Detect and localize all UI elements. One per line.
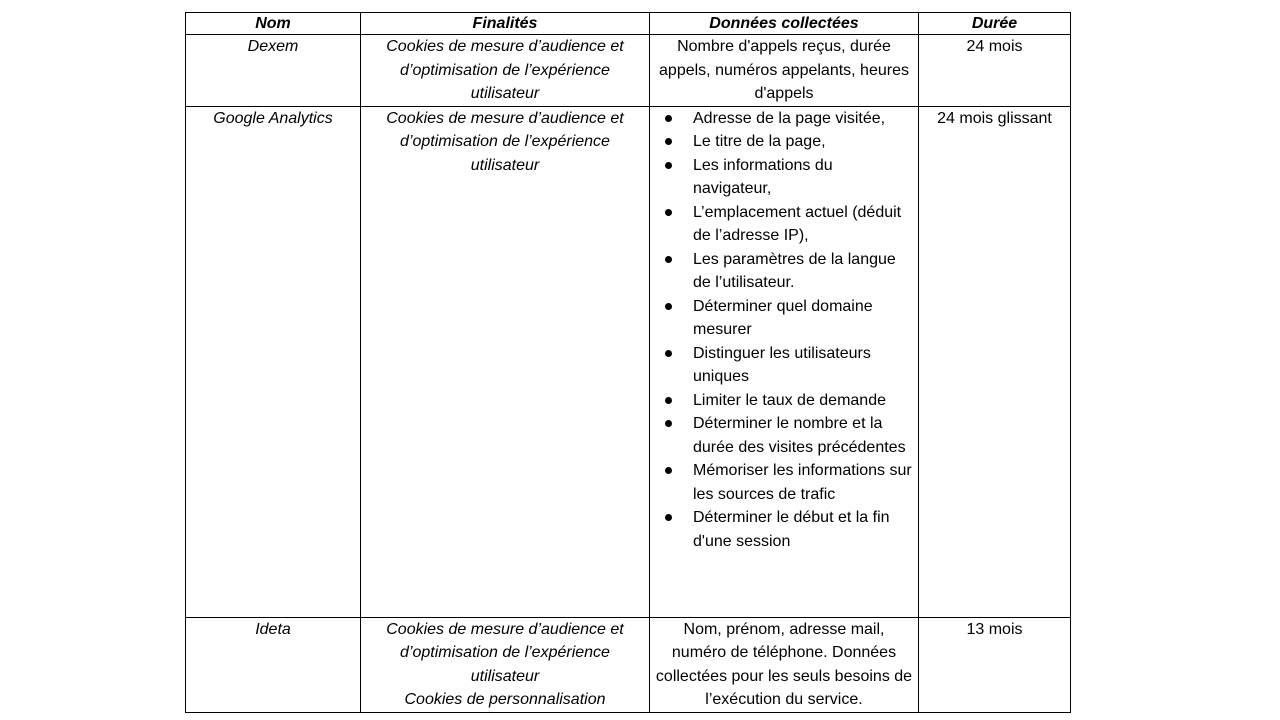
cell-donnees: Nom, prénom, adresse mail, numéro de téléphone. Données collectées pour les seuls besoins de l’exécution du service.	[650, 617, 919, 712]
table-header-row	[186, 13, 1071, 35]
finalites-text: Cookies de mesure d’audience et d’optimisation de l’expérience utilisateur	[386, 620, 624, 685]
cell-duree: 13 mois	[919, 617, 1071, 712]
list-item: L’emplacement actuel (déduit de l’adresse IP),	[655, 201, 913, 248]
list-item: Adresse de la page visitée,	[655, 107, 913, 131]
header-donnees: Données collectées	[650, 13, 919, 35]
cell-nom: Ideta	[186, 617, 361, 712]
cell-finalites: Cookies de mesure d’audience et d’optimisation de l’expérience utilisateur	[361, 106, 650, 617]
header-finalites: Finalités	[361, 13, 650, 35]
list-item: Déterminer quel domaine mesurer	[655, 295, 913, 342]
list-item: Déterminer le nombre et la durée des visites précédentes	[655, 412, 913, 459]
bullet-list	[655, 107, 913, 554]
header-nom: Nom	[186, 13, 361, 35]
list-item: Déterminer le début et la fin d'une session	[655, 506, 913, 553]
cell-duree: 24 mois	[919, 35, 1071, 107]
list-item: Le titre de la page,	[655, 130, 913, 154]
table-row	[186, 106, 1071, 617]
cell-duree: 24 mois glissant	[919, 106, 1071, 617]
list-item: Distinguer les utilisateurs uniques	[655, 342, 913, 389]
table-row	[186, 35, 1071, 107]
cookies-table	[185, 12, 1071, 713]
cell-donnees: Nombre d'appels reçus, durée appels, numéros appelants, heures d'appels	[650, 35, 919, 107]
cell-nom: Dexem	[186, 35, 361, 107]
list-item: Les informations du navigateur,	[655, 154, 913, 201]
cell-finalites: Cookies de mesure d’audience et d’optimisation de l’expérience utilisateur	[361, 35, 650, 107]
list-item: Mémoriser les informations sur les sources de trafic	[655, 459, 913, 506]
table-row	[186, 617, 1071, 712]
header-duree: Durée	[919, 13, 1071, 35]
cell-finalites	[361, 617, 650, 712]
list-item: Limiter le taux de demande	[655, 389, 913, 413]
cell-donnees	[650, 106, 919, 617]
list-item: Les paramètres de la langue de l’utilisateur.	[655, 248, 913, 295]
finalites-extra-text: Cookies de personnalisation	[404, 691, 606, 708]
cell-nom: Google Analytics	[186, 106, 361, 617]
